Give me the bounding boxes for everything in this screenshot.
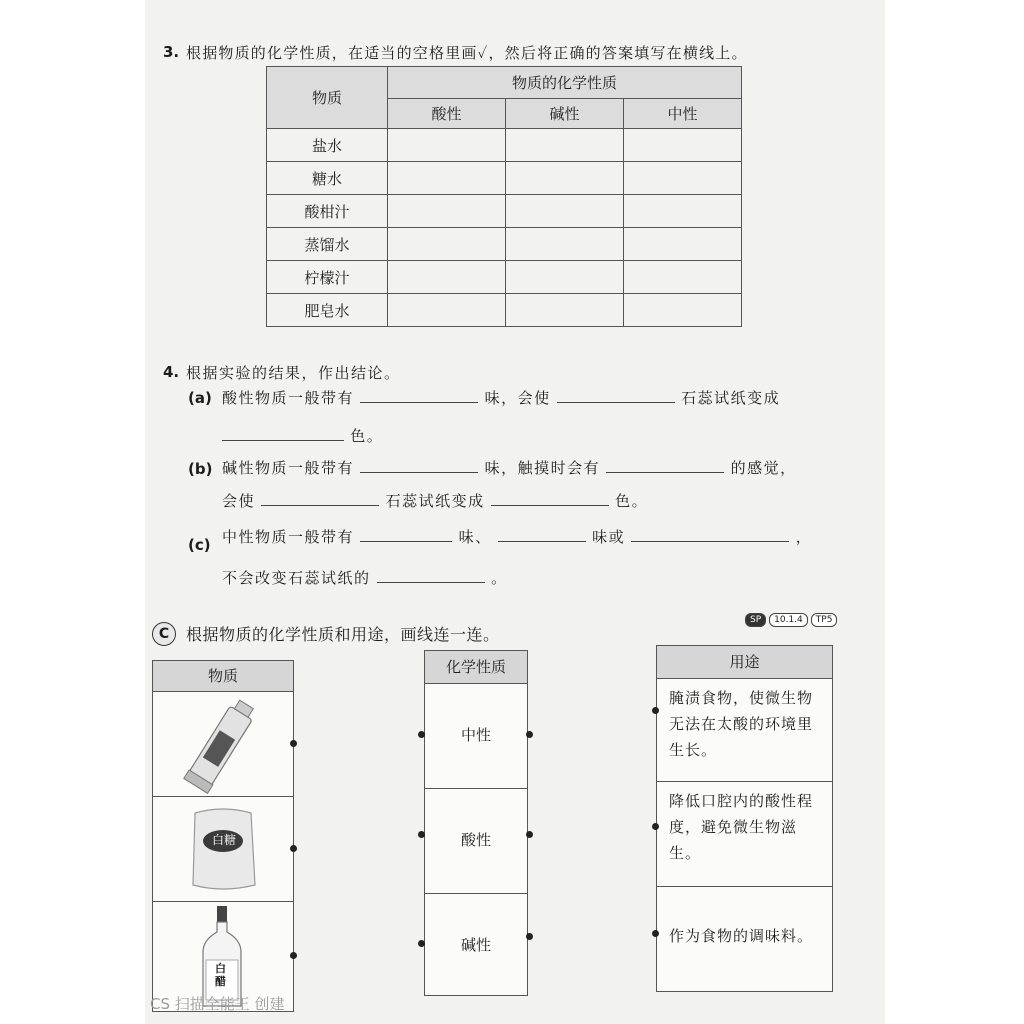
use-header: 用途 xyxy=(657,646,832,679)
q4a-label: (a) xyxy=(188,389,212,407)
col-acid-header: 酸性 xyxy=(388,99,506,129)
property-cell xyxy=(425,789,527,894)
q4c-blank-litmus[interactable] xyxy=(377,566,485,583)
use-seasoning: 作为食物的调味料。 xyxy=(669,927,814,945)
q4a-blank-taste[interactable] xyxy=(360,386,478,403)
q4b-blank-taste[interactable] xyxy=(360,456,478,473)
use-cell xyxy=(657,679,832,782)
alkali-check-cell[interactable] xyxy=(506,162,624,195)
neutral-check-cell[interactable] xyxy=(624,294,742,327)
tp-tag: TP5 xyxy=(811,613,838,627)
substance-header: 物质 xyxy=(153,661,293,692)
alkali-check-cell[interactable] xyxy=(506,294,624,327)
substance-sugar-cell xyxy=(153,797,293,902)
acid-check-cell[interactable] xyxy=(388,129,506,162)
acid-check-cell[interactable] xyxy=(388,162,506,195)
property-right-dot-2[interactable] xyxy=(526,831,533,838)
substance-dot-3[interactable] xyxy=(290,952,297,959)
use-pickling: 腌渍食物，使微生物无法在太酸的环境里生长。 xyxy=(669,689,814,759)
q4b-text-6: 色。 xyxy=(615,492,649,510)
standard-tag: 10.1.4 xyxy=(769,613,808,627)
row-label: 盐水 xyxy=(267,129,388,162)
use-oral-acidity: 降低口腔内的酸性程度，避免微生物滋生。 xyxy=(669,792,814,862)
scanner-watermark: CS 扫描全能王 创建 xyxy=(150,995,285,1013)
sp-tag: SP xyxy=(745,613,766,627)
sugar-bag-image xyxy=(153,797,293,901)
neutral-check-cell[interactable] xyxy=(624,129,742,162)
q4c-label: (c) xyxy=(188,536,211,554)
row-label: 酸柑汁 xyxy=(267,195,388,228)
q4c-line1 xyxy=(222,525,812,547)
table-row xyxy=(267,294,742,327)
property-acid: 酸性 xyxy=(460,831,491,849)
property-left-dot-1[interactable] xyxy=(418,731,425,738)
sugar-bag-label: 白糖 xyxy=(211,833,236,847)
table-row xyxy=(267,195,742,228)
q4a-text-3: 石蕊试纸变成 xyxy=(681,389,781,407)
col-property-group-header: 物质的化学性质 xyxy=(388,67,742,99)
q4b-blank-feel[interactable] xyxy=(606,456,724,473)
q4a-line1 xyxy=(222,386,780,408)
substance-dot-2[interactable] xyxy=(290,845,297,852)
acid-check-cell[interactable] xyxy=(388,294,506,327)
q4a-text-2: 味，会使 xyxy=(484,389,551,407)
q4-instruction: 根据实验的结果，作出结论。 xyxy=(186,364,401,382)
acid-check-cell[interactable] xyxy=(388,261,506,294)
q4c-text-2: 味、 xyxy=(458,528,492,546)
neutral-check-cell[interactable] xyxy=(624,228,742,261)
q4c-blank-taste-1[interactable] xyxy=(360,525,452,542)
q4b-label: (b) xyxy=(188,460,213,478)
substance-column xyxy=(152,660,294,1012)
q4b-text-1: 碱性物质一般带有 xyxy=(222,459,355,477)
use-dot-3[interactable] xyxy=(652,930,659,937)
alkali-check-cell[interactable] xyxy=(506,228,624,261)
q3-instruction: 根据物质的化学性质，在适当的空格里画✓，然后将正确的答案填写在横线上。 xyxy=(186,44,748,62)
table-row xyxy=(267,261,742,294)
use-cell xyxy=(657,782,832,887)
alkali-check-cell[interactable] xyxy=(506,261,624,294)
neutral-check-cell[interactable] xyxy=(624,162,742,195)
property-left-dot-2[interactable] xyxy=(418,831,425,838)
use-column xyxy=(656,645,833,992)
property-neutral: 中性 xyxy=(460,726,491,744)
q4c-line2 xyxy=(222,566,508,588)
row-label: 蒸馏水 xyxy=(267,228,388,261)
q3-number: 3. xyxy=(163,43,180,61)
property-right-dot-3[interactable] xyxy=(526,933,533,940)
property-cell xyxy=(425,684,527,789)
row-label: 糖水 xyxy=(267,162,388,195)
q4c-text-1: 中性物质一般带有 xyxy=(222,528,355,546)
q4b-line2 xyxy=(222,489,648,511)
q4b-text-3: 的感觉， xyxy=(730,459,797,477)
q4a-line2 xyxy=(222,424,383,446)
use-dot-1[interactable] xyxy=(652,707,659,714)
neutral-check-cell[interactable] xyxy=(624,195,742,228)
q4c-text-5: 不会改变石蕊试纸的 xyxy=(222,569,371,587)
col-substance-header: 物质 xyxy=(267,67,388,129)
q4c-text-6: 。 xyxy=(491,569,508,587)
use-cell xyxy=(657,887,832,991)
curriculum-tags xyxy=(745,613,837,627)
property-alkali: 碱性 xyxy=(460,936,491,954)
neutral-check-cell[interactable] xyxy=(624,261,742,294)
q4b-text-5: 石蕊试纸变成 xyxy=(385,492,485,510)
q4b-blank-litmus[interactable] xyxy=(261,489,379,506)
alkali-check-cell[interactable] xyxy=(506,195,624,228)
use-dot-2[interactable] xyxy=(652,823,659,830)
row-label: 柠檬汁 xyxy=(267,261,388,294)
alkali-check-cell[interactable] xyxy=(506,129,624,162)
col-neutral-header: 中性 xyxy=(624,99,742,129)
q4b-text-4: 会使 xyxy=(222,492,256,510)
toothpaste-image xyxy=(153,692,293,796)
property-header: 化学性质 xyxy=(425,651,527,684)
substance-dot-1[interactable] xyxy=(290,740,297,747)
col-alkali-header: 碱性 xyxy=(506,99,624,129)
row-label: 肥皂水 xyxy=(267,294,388,327)
property-right-dot-1[interactable] xyxy=(526,731,533,738)
q4c-text-3: 味或 xyxy=(592,528,626,546)
property-left-dot-3[interactable] xyxy=(418,940,425,947)
vinegar-bottle-label: 白醋 xyxy=(215,962,226,988)
table-row xyxy=(267,162,742,195)
section-c-instruction: 根据物质的化学性质和用途，画线连一连。 xyxy=(186,625,500,644)
q4c-blank-taste-3[interactable] xyxy=(631,525,789,542)
q4b-text-2: 味，触摸时会有 xyxy=(484,459,601,477)
q4b-line1 xyxy=(222,456,797,478)
q4a-text-4: 色。 xyxy=(350,427,384,445)
q4-number: 4. xyxy=(163,363,180,381)
table-row xyxy=(267,228,742,261)
table-row xyxy=(267,129,742,162)
q4b-blank-color[interactable] xyxy=(491,489,609,506)
section-c-badge: C xyxy=(152,622,176,646)
substance-toothpaste-cell xyxy=(153,692,293,797)
q4a-blank-color[interactable] xyxy=(222,424,344,441)
property-column xyxy=(424,650,528,996)
acid-check-cell[interactable] xyxy=(388,228,506,261)
property-cell xyxy=(425,894,527,996)
q4a-text-1: 酸性物质一般带有 xyxy=(222,389,355,407)
q4c-blank-taste-2[interactable] xyxy=(498,525,586,542)
acid-check-cell[interactable] xyxy=(388,195,506,228)
q4a-blank-litmus[interactable] xyxy=(557,386,675,403)
chemical-property-table xyxy=(266,66,742,327)
q4c-text-4: ， xyxy=(795,528,813,546)
